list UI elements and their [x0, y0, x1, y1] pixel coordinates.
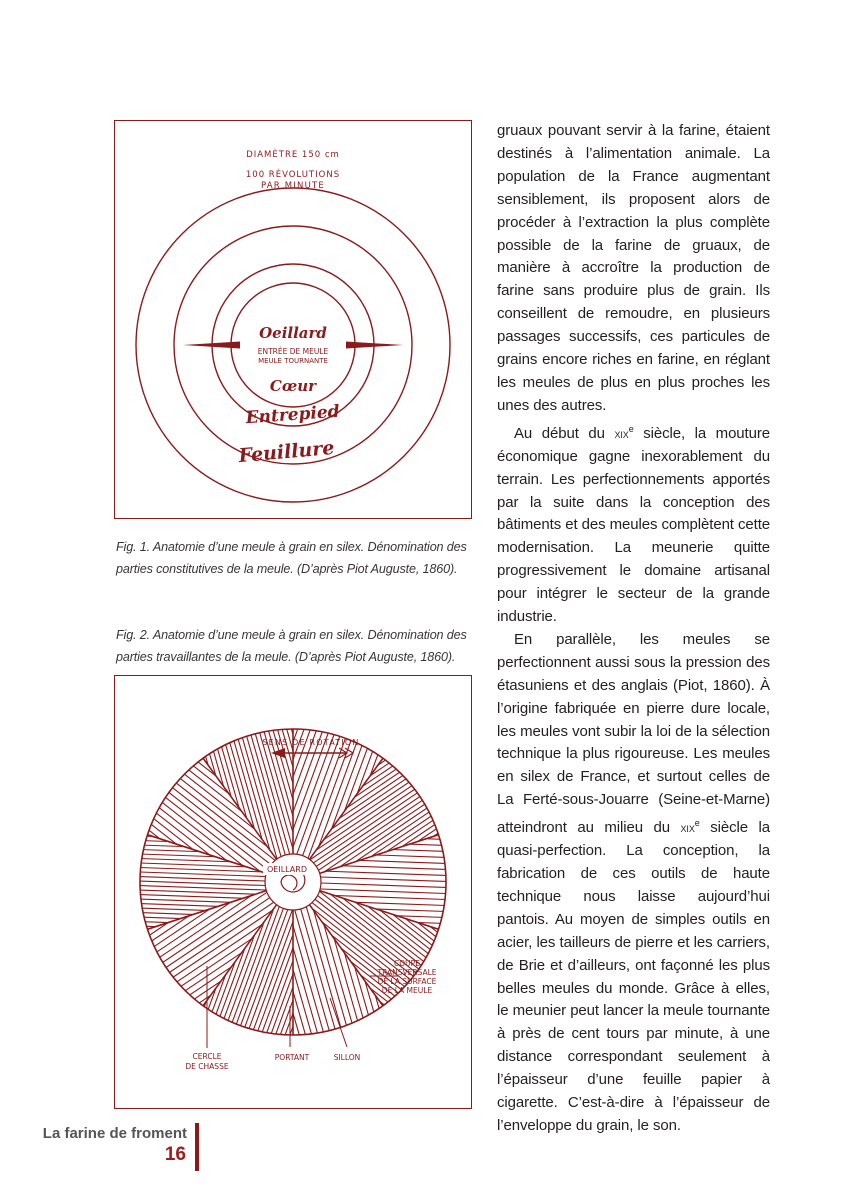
- paragraph-3: En parallèle, les meules se perfectionnent aussi sous la pression des étasuniens et des anglais (Piot, 1860). À l’origine fabriquée en pierre dure locale, les meules vont subir la loi de la sélection technique la plus rigoureuse. Les meules en silex de France, et surtout celles de La Ferté-sous-Jouarre (Seine-et-Marne) atteindront au milieu du xix$^e$ siècle la quasi-perfection. La conception, la fabrication de ces outils de haute technique nous laisse aujourd’hui pantois. Au moyen de simples outils en acier, les tailleurs de pierre et les carriers, de Brie et d’ailleurs, ont façonné les plus belles meules du monde. Grâce à elles, le meunier peut lancer la meule tournante à près de cent tours par minute, à une distance correspondant seulement à l’épaisseur d’une feuille papier à cigarette. C’est-à-dire à l’épaisseur de l’enveloppe du grain, le son.: [497, 630, 770, 1134]
- coupe-label-2: TRANSVERSALE: [377, 968, 437, 977]
- cercle-label-2: DE CHASSE: [185, 1062, 229, 1071]
- paragraph-1: gruaux pouvant servir à la farine, étaient destinés à l’alimentation animale. La population de la France augmentant sensiblement, ils proposent alors de procéder à l’extraction la plus complète possible de la farine de gruaux, de manière à accroître la production de farine sans produire plus de grain. Ils conseillent de remoudre, en plusieurs passages successifs, ces particules de grains encore riches en farine, en réglant les meules de plus en plus proches les unes des autres.: [497, 122, 770, 414]
- coupe-label-1: COUPE: [394, 959, 420, 968]
- portant-label: PORTANT: [274, 1053, 310, 1062]
- figure-1-drawing: [115, 121, 471, 518]
- figure-2-millstone-furrows: [114, 675, 472, 1109]
- furrow-edge: [141, 890, 268, 931]
- figure-2-caption: Fig. 2. Anatomie d’une meule à grain en silex. Dénomination des parties travaillantes de la meule. (D’après Piot Auguste, 1860).: [116, 628, 467, 664]
- entree-label-1: ENTRÉE DE MEULE: [257, 347, 329, 356]
- oeillard-label-2: OEILLARD: [267, 865, 307, 874]
- running-footer-title: La farine de froment: [42, 1125, 187, 1142]
- sillon-leader: [330, 998, 347, 1047]
- century-roman: xix: [680, 820, 695, 836]
- coeur-label: Cœur: [269, 377, 317, 395]
- paragraph-2: Au début du xix$^e$ siècle, la mouture économique gagne inexorablement du terrain. Les perfectionnements apportés par la suite dans la conception des bâtiments et des meules complètent cette modernisation. La meunerie quitte progressivement le domaine artisanal pour intégrer le secteur de la grande industrie.: [497, 423, 771, 626]
- cercle-label-1: CERCLE: [192, 1052, 222, 1061]
- century-roman: xix: [614, 425, 629, 441]
- body-text-column: [497, 120, 770, 1138]
- footer-rule: [195, 1123, 199, 1171]
- feuillure-label: Feuillure: [237, 436, 336, 468]
- revolutions-label: 100 RÉVOLUTIONS: [245, 170, 341, 180]
- figure-1-caption: Fig. 1. Anatomie d’une meule à grain en silex. Dénomination des parties constitutives de la meule. (D’après Piot Auguste, 1860).: [116, 540, 467, 576]
- sillon-label: SILLON: [333, 1053, 361, 1062]
- coupe-label-4: DE LA MEULE: [381, 986, 433, 995]
- entree-label-2: MEULE TOURNANTE: [258, 357, 328, 365]
- figure-2-drawing: [115, 676, 471, 1108]
- entrepied-label: Entrepied: [245, 401, 341, 429]
- oeillard-label: Oeillard: [259, 324, 327, 342]
- eye-circle: [265, 854, 321, 910]
- coupe-label-3: DE LA SURFACE: [377, 977, 437, 986]
- diameter-label: DIAMÈTRE 150 cm: [246, 150, 340, 160]
- page-number: 16: [164, 1144, 186, 1165]
- figure-1-millstone-anatomy: [114, 120, 472, 519]
- rotation-label: SENS DE ROTATION: [262, 738, 360, 747]
- per-minute-label: PAR MINUTE: [261, 181, 325, 191]
